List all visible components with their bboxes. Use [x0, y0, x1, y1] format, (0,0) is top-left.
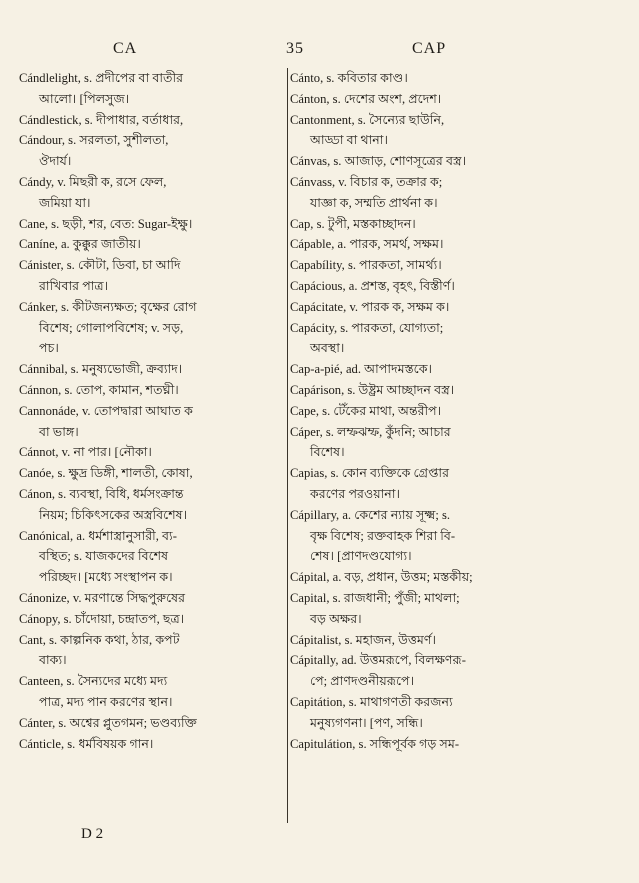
dictionary-entry [290, 567, 624, 588]
signature-mark: D 2 [81, 826, 104, 842]
entry-line: Cáper, s. লম্ফঝম্ফ, কুঁদনি; আচার [290, 424, 451, 439]
entry-line: Capabílity, s. পারকতা, সামর্থ্য। [290, 258, 442, 273]
entry-line: Cánister, s. কৌটা, ডিবা, চা আদি [19, 258, 181, 273]
dictionary-entry [19, 255, 284, 297]
entry-continuation: বড় অক্ষর। [310, 611, 362, 626]
entry-continuation: নিয়ম; চিকিৎসকের অস্ত্রবিশেষ। [39, 507, 188, 522]
entry-continuation: শেষ। [প্রাণদণ্ডযোগ্য। [310, 549, 412, 564]
entry-line: Cane, s. ছড়ী, শর, বেত: Sugar-ইক্ষু। [19, 216, 193, 231]
entry-line: Cánnon, s. তোপ, কামান, শতঘ্নী। [19, 382, 179, 397]
left-column [19, 68, 284, 754]
entry-line: Cánnot, v. না পার। [নৌকা। [19, 445, 152, 460]
entry-line: Cap-a-pié, ad. আপাদমস্তকে। [290, 362, 433, 377]
entry-line: Cannonáde, v. তোপদ্বারা আঘাত ক [19, 403, 193, 418]
dictionary-entry [290, 505, 624, 567]
dictionary-entry [19, 68, 284, 110]
dictionary-entry [290, 401, 624, 422]
entry-line: Cánvas, s. আজাড়, শোণসূত্রের বস্ত্র। [290, 154, 467, 169]
entry-line: Cánopy, s. চাঁদোয়া, চন্দ্রাতপ, ছত্র। [19, 611, 185, 626]
dictionary-entry [19, 401, 284, 443]
entry-continuation: পে; প্রাণদণ্ডনীয়রূপে। [310, 674, 415, 689]
dictionary-entry [290, 318, 624, 360]
entry-line: Capácitate, v. পারক ক, সক্ষম ক। [290, 299, 450, 314]
entry-line: Capitulátion, s. সন্ধিপূর্বক গড় সম- [290, 736, 460, 751]
entry-line: Cándour, s. সরলতা, সুশীলতা, [19, 133, 169, 148]
dictionary-entry [19, 526, 284, 588]
dictionary-entry [19, 234, 284, 255]
entry-line: Capácity, s. পারকতা, যোগ্যতা; [290, 320, 444, 335]
dictionary-entry [290, 68, 624, 89]
dictionary-entry [19, 297, 284, 359]
dictionary-entry [19, 713, 284, 734]
dictionary-entry [19, 630, 284, 672]
header-left: CA [113, 40, 138, 57]
entry-continuation: করণের পরওয়ানা। [310, 486, 400, 501]
dictionary-entry [290, 380, 624, 401]
dictionary-entry [290, 255, 624, 276]
entry-continuation: বা ভাঙ্গ। [39, 424, 79, 439]
dictionary-entry [19, 734, 284, 755]
page-number: 35 [286, 40, 304, 57]
entry-continuation: রাখিবার পাত্র। [39, 278, 109, 293]
entry-line: Cápital, a. বড়, প্রধান, উত্তম; মস্তকীয়; [290, 570, 473, 585]
dictionary-entry [290, 214, 624, 235]
dictionary-entry [290, 276, 624, 297]
right-column [290, 68, 624, 754]
entry-continuation: আলো। [পিলসুজ। [39, 91, 130, 106]
entry-line: Cánter, s. অশ্বের প্লুতগমন; ভণ্ডব্যক্তি [19, 715, 197, 730]
entry-line: Cantonment, s. সৈন্যের ছাউনি, [290, 112, 445, 127]
entry-continuation: অবস্থা। [310, 341, 345, 356]
dictionary-entry [19, 442, 284, 463]
dictionary-entry [290, 630, 624, 651]
entry-continuation: জমিয়া যা। [39, 195, 91, 210]
dictionary-entry [290, 297, 624, 318]
entry-line: Cánon, s. ব্যবস্থা, বিধি, ধর্মসংক্রান্ত [19, 486, 184, 501]
entry-continuation: বস্থিত; s. যাজকদের বিশেষ [39, 549, 169, 564]
entry-continuation: যাজ্ঞা ক, সম্মতি প্রার্থনা ক। [310, 195, 438, 210]
entry-line: Cánvass, v. বিচার ক, তক্রার ক; [290, 174, 443, 189]
entry-line: Cápillary, a. কেশের ন্যায় সূক্ষ্ম; s. [290, 507, 451, 522]
entry-line: Cánker, s. কীটজন্যক্ষত; বৃক্ষের রোগ [19, 299, 197, 314]
entry-continuation: পরিচ্ছদ। [মধ্যে সংস্থাপন ক। [39, 570, 173, 585]
entry-line: Capácious, a. প্রশস্ত, বৃহৎ, বিস্তীর্ণ। [290, 278, 455, 293]
entry-line: Cápitally, ad. উত্তমরূপে, বিলক্ষণরূ- [290, 653, 466, 668]
dictionary-entry [290, 359, 624, 380]
entry-line: Cándlestick, s. দীপাধার, বর্তাধার, [19, 112, 184, 127]
dictionary-entry [290, 89, 624, 110]
entry-line: Cánnibal, s. মনুষ্যভোজী, ক্রব্যাদ। [19, 362, 183, 377]
entry-line: Cape, s. টেঁকের মাথা, অন্তরীপ। [290, 403, 442, 418]
entry-line: Capias, s. কোন ব্যক্তিকে গ্রেপ্তার [290, 466, 449, 481]
entry-line: Cápitalist, s. মহাজন, উত্তমর্ণ। [290, 632, 437, 647]
entry-continuation: ঔদার্য। [39, 154, 72, 169]
dictionary-entry [19, 172, 284, 214]
entry-line: Caníne, a. কুক্কুর জাতীয়। [19, 237, 141, 252]
entry-line: Cánticle, s. ধর্মবিষয়ক গান। [19, 736, 154, 751]
dictionary-entry [290, 463, 624, 505]
dictionary-entry [19, 359, 284, 380]
entry-line: Canóe, s. ক্ষুদ্র ডিঙ্গী, শালতী, কোষা, [19, 466, 193, 481]
dictionary-entry [290, 234, 624, 255]
dictionary-entry [19, 484, 284, 526]
dictionary-entry [19, 588, 284, 609]
dictionary-entry [290, 692, 624, 734]
dictionary-entry [19, 671, 284, 713]
header-right: CAP [412, 40, 447, 57]
dictionary-entry [290, 734, 624, 755]
entry-line: Cápable, a. পারক, সমর্থ, সক্ষম। [290, 237, 444, 252]
dictionary-entry [19, 380, 284, 401]
entry-continuation: বিশেষ; গোলাপবিশেষ; v. সড়, [39, 320, 184, 335]
dictionary-entry [19, 214, 284, 235]
entry-continuation: মনুষ্যগণনা। [পণ, সন্ধি। [310, 715, 423, 730]
dictionary-entry [290, 151, 624, 172]
dictionary-entry [290, 422, 624, 464]
dictionary-entry [19, 110, 284, 131]
dictionary-entry [19, 463, 284, 484]
entry-line: Cánonize, v. মরণান্তে সিদ্ধপুরুষের [19, 590, 186, 605]
entry-line: Cándy, v. মিছরী ক, রসে ফেল, [19, 174, 167, 189]
entry-line: Cant, s. কাল্পনিক কথা, ঠার, কপট [19, 632, 180, 647]
dictionary-entry [19, 609, 284, 630]
entry-line: Capárison, s. উষ্ট্রম আচ্ছাদন বস্ত্র। [290, 382, 455, 397]
entry-line: Cánto, s. কবিতার কাণ্ড। [290, 71, 408, 85]
entry-continuation: বৃক্ষ বিশেষ; রক্তবাহক শিরা বি- [310, 528, 456, 543]
entry-line: Capital, s. রাজধানী; পুঁজী; মাথলা; [290, 590, 460, 605]
entry-continuation: বিশেষ। [310, 445, 345, 460]
entry-line: Canónical, a. ধর্মশাস্ত্রানুসারী, ব্য- [19, 528, 177, 543]
dictionary-entry [290, 650, 624, 692]
entry-line: Cap, s. টুপী, মস্তকাচ্ছাদন। [290, 216, 416, 231]
entry-line: Capitátion, s. মাথাগণতী করজন্য [290, 694, 453, 709]
entry-line: Canteen, s. সৈন্যদের মধ্যে মদ্য [19, 674, 168, 689]
entry-line: Cánton, s. দেশের অংশ, প্রদেশ। [290, 91, 442, 106]
entry-continuation: বাক্য। [39, 653, 67, 668]
entry-continuation: পাত্র, মদ্য পান করণের স্থান। [39, 694, 173, 709]
dictionary-entry [290, 172, 624, 214]
entry-continuation: পচ। [39, 341, 59, 356]
dictionary-entry [290, 588, 624, 630]
entry-line: Cándlelight, s. প্রদীপের বা বাতীর [19, 71, 184, 85]
dictionary-entry [19, 130, 284, 172]
entry-continuation: আড্ডা বা থানা। [310, 133, 388, 148]
dictionary-entry [290, 110, 624, 152]
column-divider [287, 68, 288, 823]
